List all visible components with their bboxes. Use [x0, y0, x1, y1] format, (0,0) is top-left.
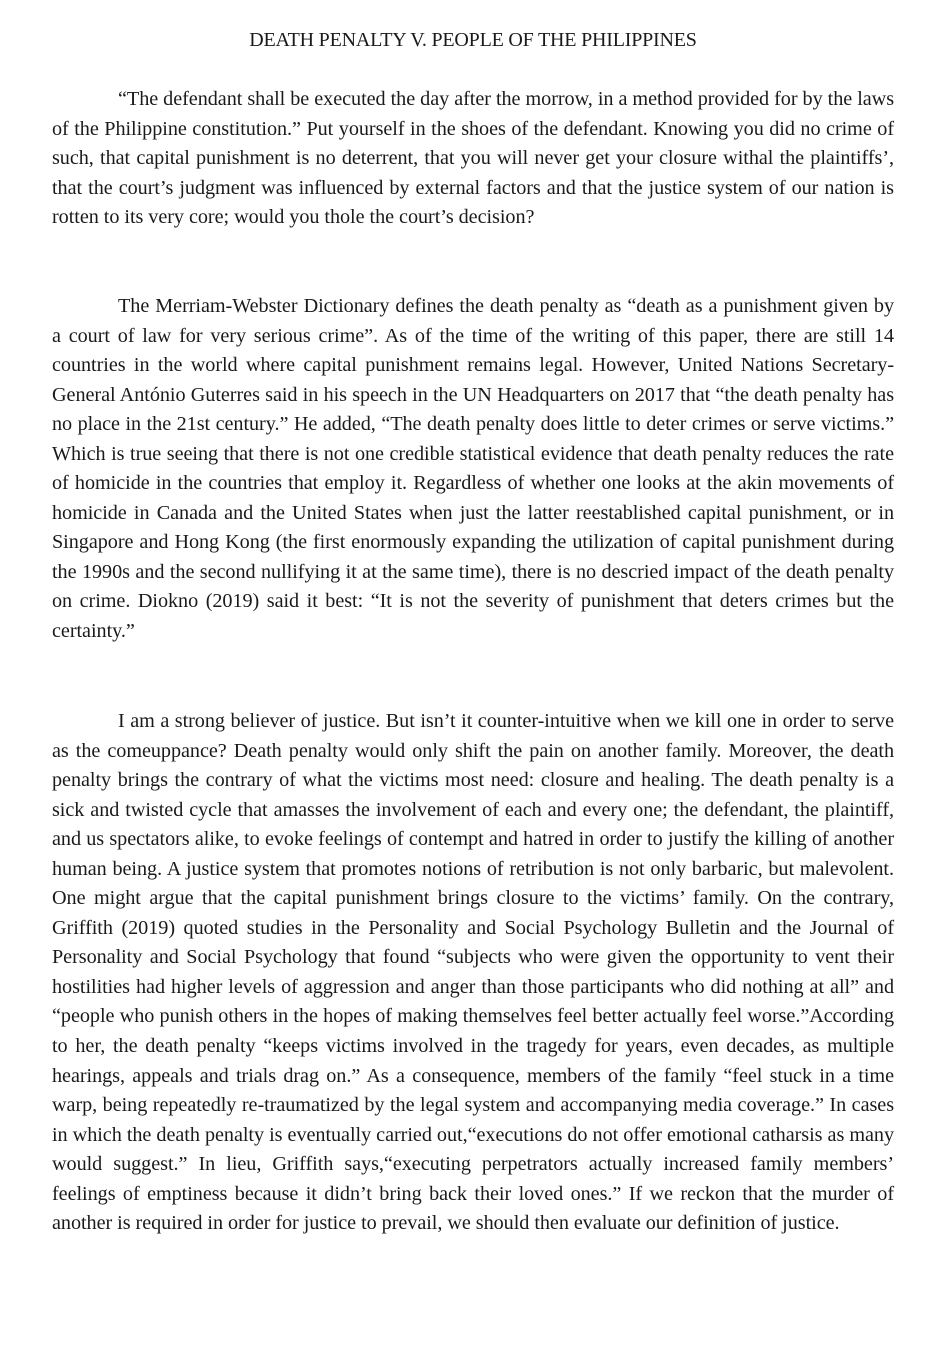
paragraph-2: The Merriam-Webster Dictionary defines the death penalty as “death as a punishment given by a court of law for very serious crime”. As of the time of the writing of this paper, there are still 14 countries in the world where capital punishment remains legal. However, United Nations Secretary-General António Guterres said in his speech in the UN Headquarters on 2017 that “the death penalty has no place in the 21st century.” He added, “The death penalty does little to deter crimes or serve victims.” Which is true seeing that there is not one credible statistical evidence that death penalty reduces the rate of homicide in the countries that employ it. Regardless of whether one looks at the akin movements of homicide in Canada and the United States when just the latter reestablished capital punishment, or in Singapore and Hong Kong (the first enormously expanding the utilization of capital punishment during the 1990s and the second nullifying it at the same time), there is no descried impact of the death penalty on crime. Diokno (2019) said it best: “It is not the severity of punishment that deters crimes but the certainty.” [52, 295, 894, 643]
paragraph-3: I am a strong believer of justice. But isn’t it counter-intuitive when we kill one in order to serve as the comeuppance? Death penalty would only shift the pain on another family. Moreover, the death penalty brings the contrary of what the victims most need: closure and healing. The death penalty is a sick and twisted cycle that amasses the involvement of each and every one; the defendant, the plaintiff, and us spectators alike, to evoke feelings of contempt and hatred in order to justify the killing of another human being. A justice system that promotes notions of retribution is not only barbaric, but malevolent. One might argue that the capital punishment brings closure to the victims’ family. On the contrary, Griffith (2019) quoted studies in the Personality and Social Psychology Bulletin and the Journal of Personality and Social Psychology that found “subjects who were given the opportunity to vent their hostilities had higher levels of aggression and anger than those participants who did nothing at all” and “people who punish others in the hopes of making themselves feel better actually feel worse.”According to her, the death penalty “keeps victims involved in the tragedy for years, even decades, as multiple hearings, appeals and trials drag on.” As a consequence, members of the family “feel stuck in a time warp, being repeatedly re-traumatized by the legal system and accompanying media coverage.” In cases in which the death penalty is eventually carried out,“executions do not offer emotional catharsis as many would suggest.” In lieu, Griffith says,“executing perpetrators actually increased family members’ feelings of emptiness because it didn’t bring back their loved ones.” If we reckon that the murder of another is required in order for justice to prevail, we should then evaluate our definition of justice. [52, 710, 894, 1235]
paragraph-1: “The defendant shall be executed the day after the morrow, in a method provided for by the laws of the Philippine constitution.” Put yourself in the shoes of the defendant. Knowing you did no crime of such, that capital punishment is no deterrent, that you will never get your closure withal the plaintiffs’, that the court’s judgment was influenced by external factors and that the justice system of our nation is rotten to its very core; would you thole the court’s decision? [52, 88, 894, 229]
document-title: DEATH PENALTY V. PEOPLE OF THE PHILIPPINES [249, 29, 697, 51]
